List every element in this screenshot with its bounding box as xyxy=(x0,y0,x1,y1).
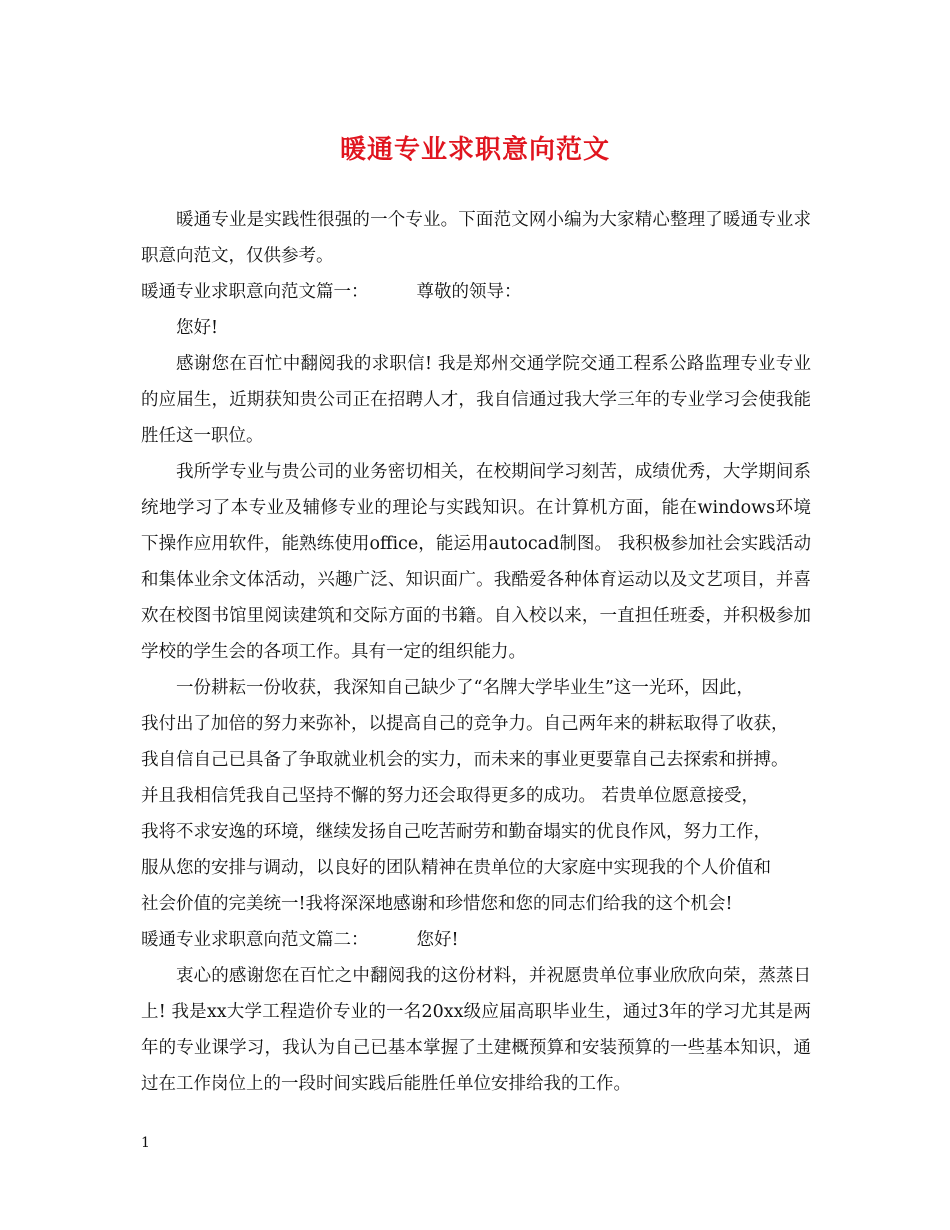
paragraph-3-line-2: 我付出了加倍的努力来弥补，以提高自己的竞争力。自己两年来的耕耘取得了收获， xyxy=(141,714,789,734)
section-2-heading-line xyxy=(141,922,811,958)
section-1-salutation: 尊敬的领导： xyxy=(416,282,522,302)
paragraph-3-line-3: 我自信自己已具备了争取就业机会的实力，而未来的事业更要靠自己去探索和拼搏。 xyxy=(141,750,789,770)
section-1-heading-line xyxy=(141,274,811,310)
greeting-1: 您好! xyxy=(176,318,219,338)
paragraph-3-line-6: 服从您的安排与调动，以良好的团队精神在贵单位的大家庭中实现我的个人价值和 xyxy=(141,858,771,878)
paragraph-4: 衷心的感谢您在百忙之中翻阅我的这份材料，并祝愿贵单位事业欣欣向荣，蒸蒸日上! 我是xx大学工程造价专业的一名20xx级应届高职毕业生，通过3年的学习尤其是两年的专业课学习，我认为自己已基本掌握了土建概预算和安装预算的一些基本知识，通过在工作岗位上的一段时间实践后能胜任单位安排给我的工作。 xyxy=(141,966,811,1094)
paragraph-3-line-4: 并且我相信凭我自己坚持不懈的努力还会取得更多的成功。 若贵单位愿意接受， xyxy=(141,786,760,806)
section-2-heading: 暖通专业求职意向范文篇二： xyxy=(141,930,369,950)
paragraph-3-line-7: 社会价值的完美统一!我将深深地感谢和珍惜您和您的同志们给我的这个机会! xyxy=(141,894,733,914)
intro-paragraph: 暖通专业是实践性很强的一个专业。下面范文网小编为大家精心整理了暖通专业求职意向范文，仅供参考。 xyxy=(141,210,811,266)
paragraph-2: 我所学专业与贵公司的业务密切相关，在校期间学习刻苦，成绩优秀，大学期间系统地学习了本专业及辅修专业的理论与实践知识。在计算机方面，能在windows环境下操作应用软件，能熟练使用office，能运用autocad制图。 我积极参加社会实践活动和集体业余文体活动，兴趣广泛、知识面广。我酷爱各种体育运动以及文艺项目，并喜欢在校图书馆里阅读建筑和交际方面的书籍。自入校以来，一直担任班委，并积极参加学校的学生会的各项工作。具有一定的组织能力。 xyxy=(141,462,811,662)
section-1-heading: 暖通专业求职意向范文篇一： xyxy=(141,282,369,302)
greeting-2: 您好! xyxy=(416,930,459,950)
paragraph-3-line-5: 我将不求安逸的环境，继续发扬自己吃苦耐劳和勤奋塌实的优良作风，努力工作， xyxy=(141,822,771,842)
document-title: 暖通专业求职意向范文 xyxy=(339,135,610,165)
paragraph-3-line-1: 一份耕耘一份收获，我深知自己缺少了“名牌大学毕业生”这一光环，因此， xyxy=(176,678,754,698)
page-number: 1 xyxy=(141,1135,150,1151)
document-body xyxy=(141,202,811,1102)
paragraph-1: 感谢您在百忙中翻阅我的求职信! 我是郑州交通学院交通工程系公路监理专业专业的应届生，近期获知贵公司正在招聘人才，我自信通过我大学三年的专业学习会使我能胜任这一职位。 xyxy=(141,354,811,446)
